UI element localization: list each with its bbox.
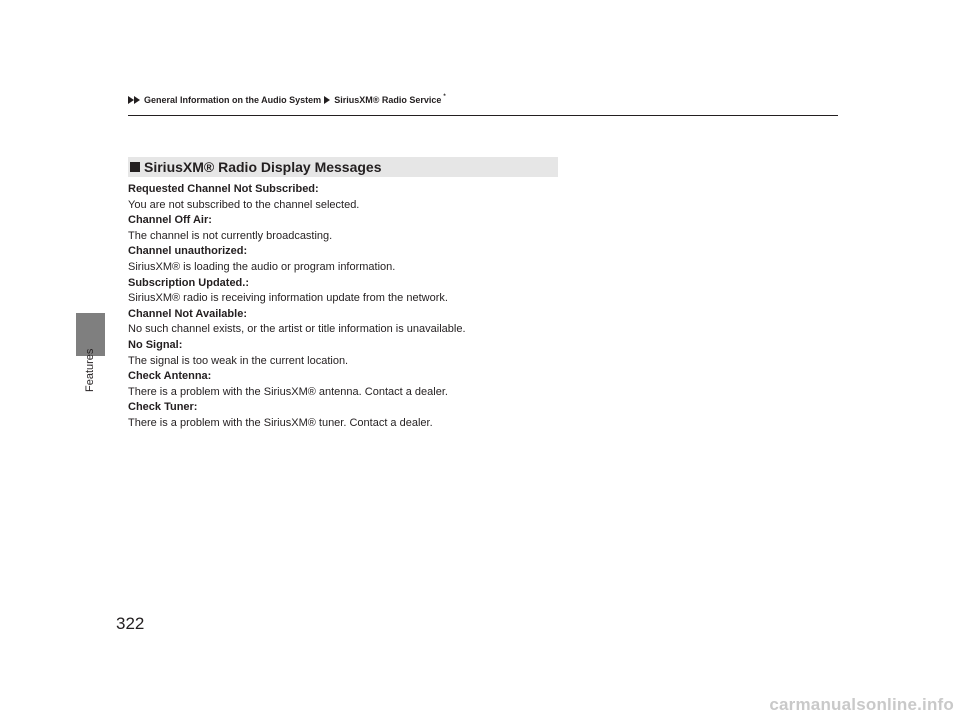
message-description: You are not subscribed to the channel selected. [128,198,360,211]
double-arrow-icon [128,96,141,104]
message-description: There is a problem with the SiriusXM® tuner. Contact a dealer. [128,416,433,429]
message-description: No such channel exists, or the artist or title information is unavailable. [128,323,466,336]
page-number: 322 [116,614,145,633]
header-divider [128,115,838,116]
message-term: No Signal: [128,338,183,351]
message-term: Check Tuner: [128,401,198,414]
message-description: SiriusXM® is loading the audio or program information. [128,260,396,273]
message-term: Subscription Updated.: [128,276,249,289]
square-bullet-icon [130,162,140,172]
arrow-icon [324,96,331,104]
message-term: Channel Not Available: [128,307,247,320]
footnote-mark: * [443,94,446,100]
section-title: SiriusXM® Radio Display Messages [144,159,382,175]
breadcrumb [128,95,446,105]
message-term: Channel unauthorized: [128,245,248,258]
message-term: Channel Off Air: [128,214,212,227]
message-list [128,182,688,432]
section-tab-text: Features [84,348,96,392]
message-term: Check Antenna: [128,370,212,383]
section-heading [128,157,558,177]
watermark: carmanualsonline.info [769,695,954,714]
message-description: The signal is too weak in the current location. [128,354,349,367]
message-description: There is a problem with the SiriusXM® antenna. Contact a dealer. [128,385,448,398]
message-description: The channel is not currently broadcasting. [128,229,333,242]
section-tab-label [84,348,98,420]
message-term: Requested Channel Not Subscribed: [128,183,319,195]
message-description: SiriusXM® radio is receiving information update from the network. [128,292,448,305]
breadcrumb-item-audio-system[interactable]: General Information on the Audio System [144,95,322,105]
breadcrumb-item-siriusxm[interactable]: SiriusXM® Radio Service [334,95,442,105]
